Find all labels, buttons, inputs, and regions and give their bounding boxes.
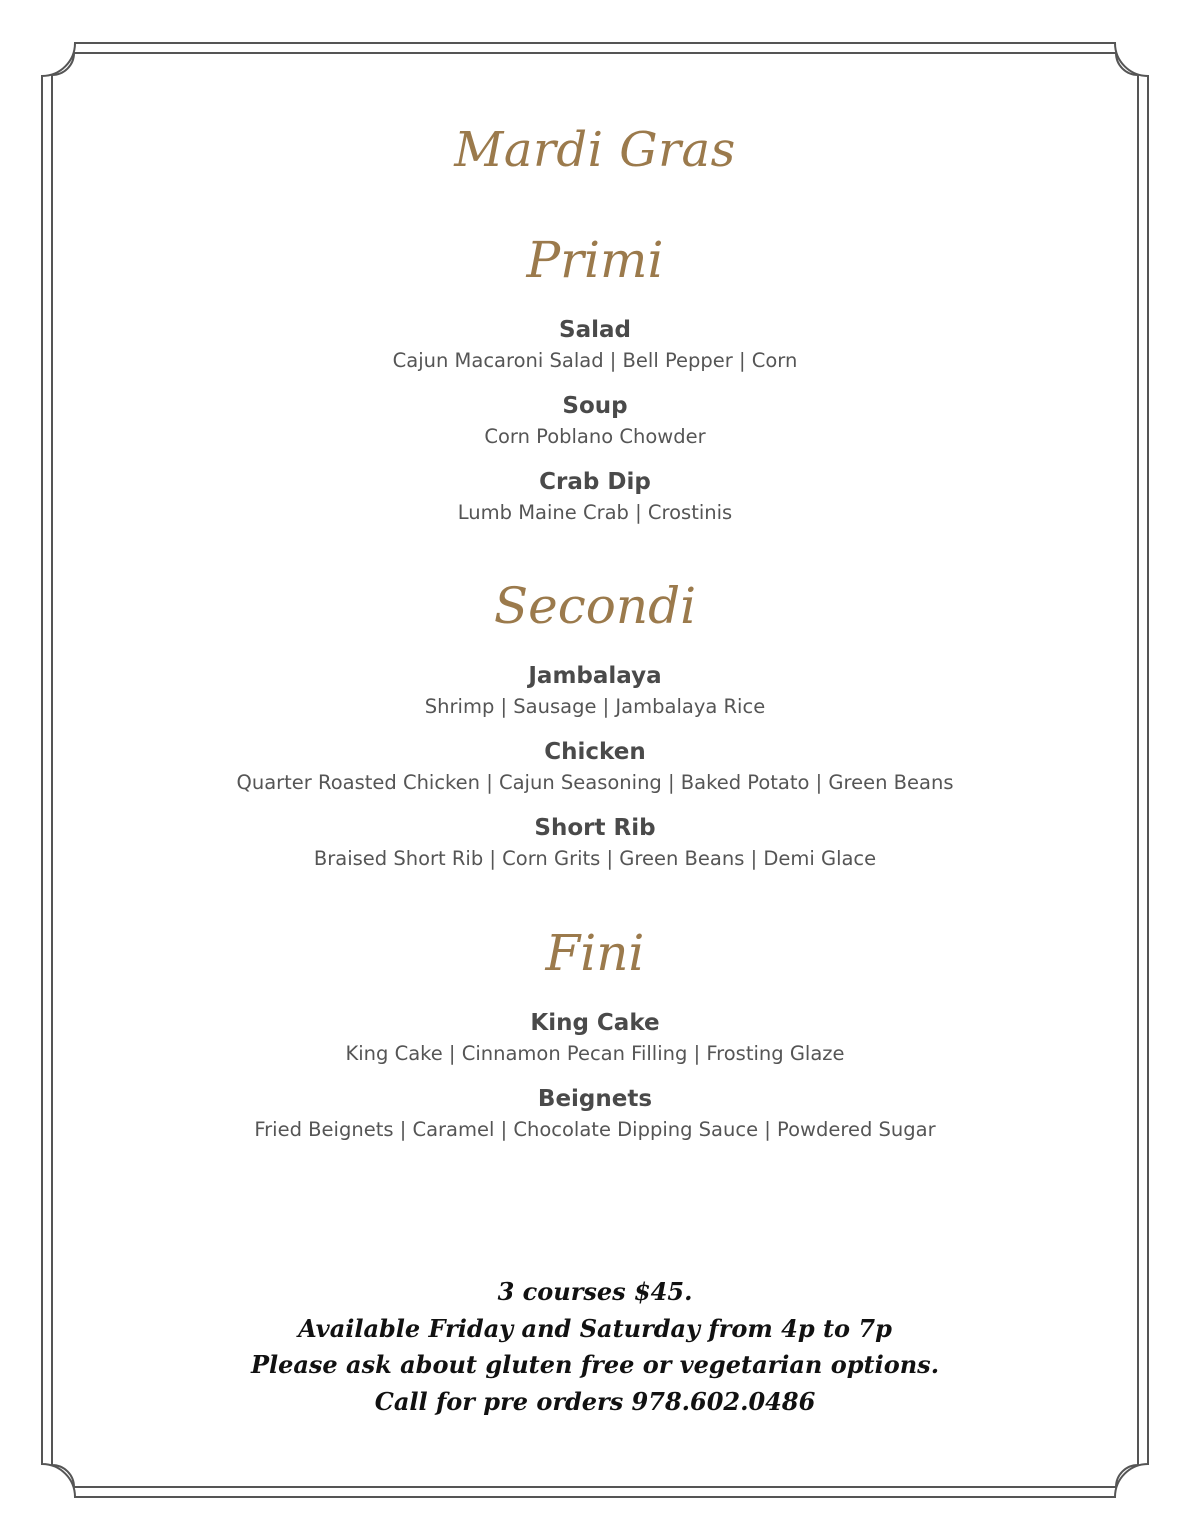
item-description: Fried Beignets | Caramel | Chocolate Dipping Sauce | Powdered Sugar bbox=[254, 1118, 936, 1141]
section-title: Fini bbox=[545, 924, 645, 982]
availability-line: Available Friday and Saturday from 4p to 7p bbox=[298, 1313, 892, 1343]
section-title: Secondi bbox=[493, 577, 697, 635]
item-name: Chicken bbox=[544, 739, 646, 765]
item-name: Soup bbox=[562, 393, 628, 419]
menu-footer bbox=[0, 1274, 1190, 1420]
item-description: Quarter Roasted Chicken | Cajun Seasoning | Baked Potato | Green Beans bbox=[236, 771, 954, 794]
item-description: Shrimp | Sausage | Jambalaya Rice bbox=[424, 695, 766, 718]
menu-item bbox=[0, 736, 1190, 798]
item-description: Braised Short Rib | Corn Grits | Green Beans | Demi Glace bbox=[313, 847, 877, 870]
item-name: Beignets bbox=[537, 1086, 653, 1112]
section-title: Primi bbox=[526, 231, 664, 289]
menu-item bbox=[0, 660, 1190, 722]
section-primi bbox=[0, 228, 1190, 542]
item-description: Corn Poblano Chowder bbox=[484, 425, 706, 448]
item-name: Jambalaya bbox=[528, 663, 662, 689]
section-secondi bbox=[0, 574, 1190, 888]
item-description: Lumb Maine Crab | Crostinis bbox=[457, 501, 733, 524]
price-line: 3 courses $45. bbox=[497, 1277, 693, 1306]
item-name: Short Rib bbox=[534, 815, 656, 841]
item-name: King Cake bbox=[530, 1010, 660, 1036]
dietary-note: Please ask about gluten free or vegetarian options. bbox=[250, 1350, 940, 1379]
section-fini bbox=[0, 921, 1190, 1159]
item-list bbox=[0, 314, 1190, 528]
item-list bbox=[0, 660, 1190, 874]
item-name: Crab Dip bbox=[539, 469, 651, 495]
menu-item bbox=[0, 1007, 1190, 1069]
item-name: Salad bbox=[559, 317, 631, 343]
preorder-phone-line: Call for pre orders 978.602.0486 bbox=[374, 1386, 816, 1416]
menu-item bbox=[0, 1083, 1190, 1145]
item-list bbox=[0, 1007, 1190, 1145]
menu-item bbox=[0, 812, 1190, 874]
item-description: King Cake | Cinnamon Pecan Filling | Frosting Glaze bbox=[345, 1042, 845, 1065]
menu-title: Mardi Gras bbox=[454, 122, 736, 178]
menu-item bbox=[0, 466, 1190, 528]
menu-item bbox=[0, 314, 1190, 376]
item-description: Cajun Macaroni Salad | Bell Pepper | Corn bbox=[392, 349, 798, 372]
menu-item bbox=[0, 390, 1190, 452]
